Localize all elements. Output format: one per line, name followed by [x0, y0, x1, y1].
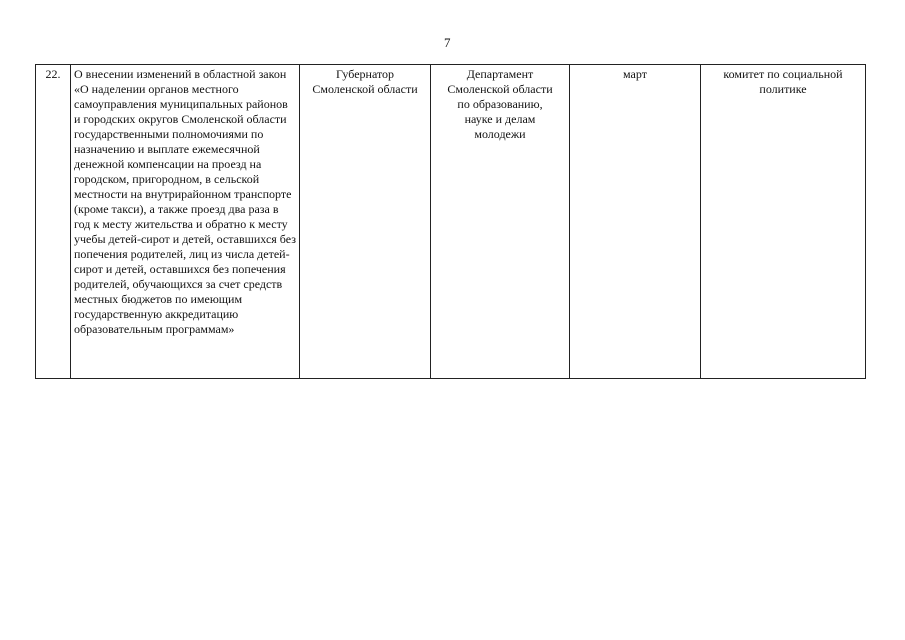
initiator-cell: Губернатор Смоленской области: [300, 65, 431, 379]
developer-cell: Департамент Смоленской области по образованию, науке и делам молодежи: [431, 65, 570, 379]
law-title-cell: О внесении изменений в областной закон «О наделении органов местного самоуправления муниципальных районов и городских округов Смоленской области государственными полномочиями по назначению и выплате ежемесячной денежной компенсации на проезд на городском, пригородном, в сельской местности на внутрирайонном транспорте (кроме такси), а также проезд два раза в год к месту жительства и обратно к месту учебы детей-сирот и детей, оставшихся без попечения родителей, лиц из числа детей-сирот и детей, оставшихся без попечения родителей, обучающихся за счет средств местных бюджетов по имеющим государственную аккредитацию образовательным программам»: [71, 65, 300, 379]
document-table: [35, 64, 866, 379]
table-row: [36, 65, 866, 379]
deadline-cell: март: [570, 65, 701, 379]
committee-cell: комитет по социальной политике: [701, 65, 866, 379]
page-number: 7: [444, 35, 451, 50]
row-number: 22.: [36, 65, 71, 379]
